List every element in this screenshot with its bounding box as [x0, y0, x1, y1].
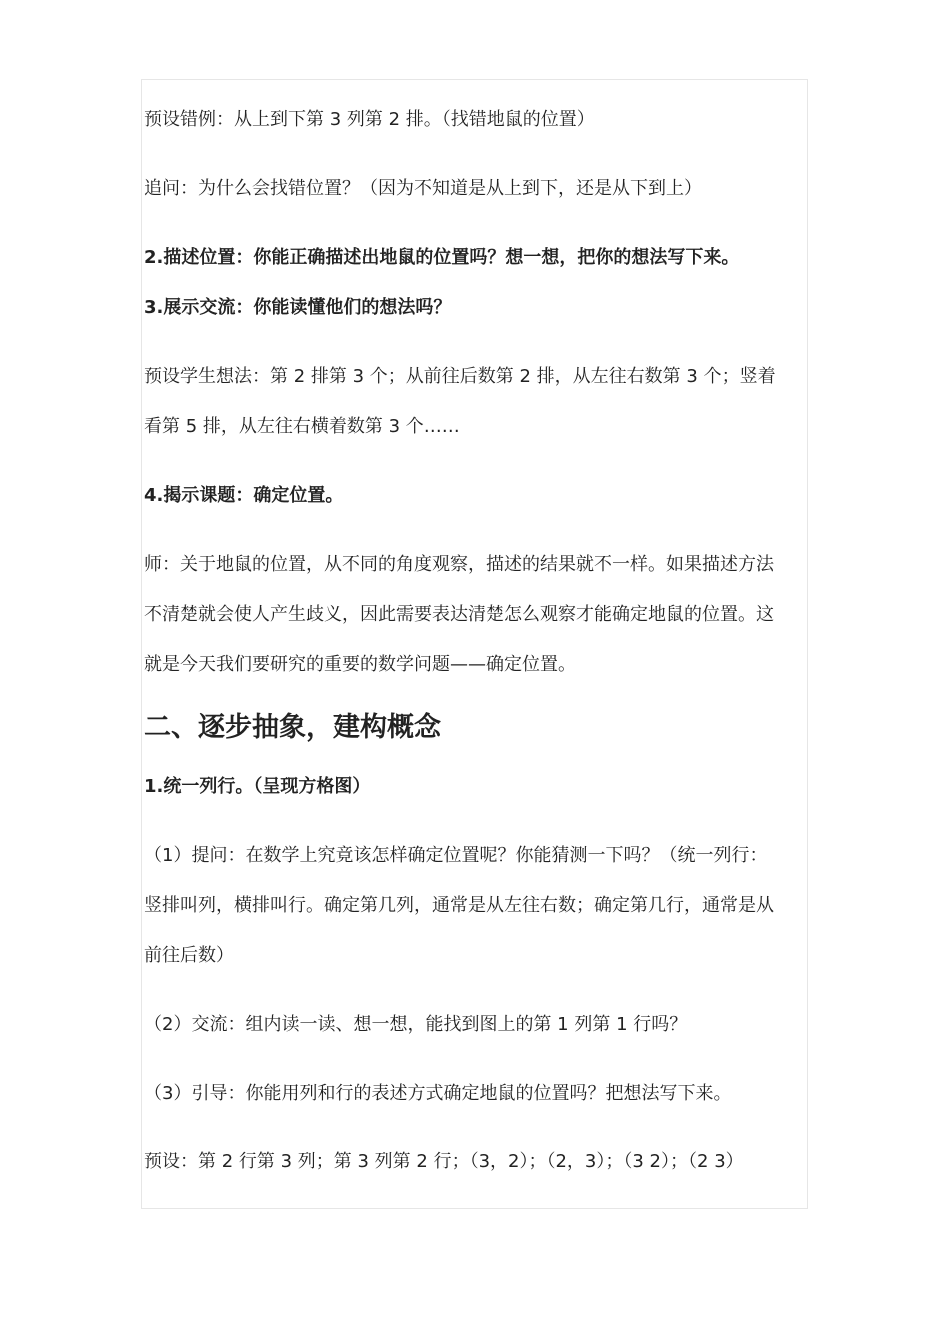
section-unify-columns-rows: 1.统一列行。（呈现方格图） — [144, 776, 371, 797]
paragraph-question-line2: 竖排叫列，横排叫行。确定第几列，通常是从左往右数；确定第几行，通常是从 — [144, 895, 774, 916]
paragraph-student-ideas-line2: 看第 5 排，从左往右横着数第 3 个…… — [144, 416, 460, 437]
section-describe-position: 2.描述位置：你能正确描述出地鼠的位置吗？想一想，把你的想法写下来。 — [144, 247, 740, 268]
paragraph-question-line1: （1）提问：在数学上究竟该怎样确定位置呢？你能猜测一下吗？（统一列行： — [144, 845, 768, 866]
paragraph-teacher-line2: 不清楚就会使人产生歧义，因此需要表达清楚怎么观察才能确定地鼠的位置。这 — [144, 604, 774, 625]
paragraph-preset-answers: 预设：第 2 行第 3 列；第 3 列第 2 行；（3，2）；（2，3）；（3 2）；（2 3） — [144, 1151, 744, 1172]
paragraph-exchange: （2）交流：组内读一读、想一想，能找到图上的第 1 列第 1 行吗？ — [144, 1014, 688, 1035]
paragraph-teacher-line3: 就是今天我们要研究的重要的数学问题——确定位置。 — [144, 654, 576, 675]
paragraph-question-line3: 前往后数） — [144, 945, 234, 966]
paragraph-teacher-line1: 师：关于地鼠的位置，从不同的角度观察，描述的结果就不一样。如果描述方法 — [144, 554, 774, 575]
section-reveal-topic: 4.揭示课题：确定位置。 — [144, 485, 344, 506]
section-show-exchange: 3.展示交流：你能读懂他们的想法吗？ — [144, 297, 452, 318]
paragraph-guide: （3）引导：你能用列和行的表述方式确定地鼠的位置吗？把想法写下来。 — [144, 1083, 732, 1104]
paragraph-preset-error: 预设错例：从上到下第 3 列第 2 排。（找错地鼠的位置） — [144, 109, 595, 130]
paragraph-follow-up: 追问：为什么会找错位置？（因为不知道是从上到下，还是从下到上） — [144, 178, 702, 199]
heading-section-two: 二、逐步抽象，建构概念 — [144, 712, 441, 743]
paragraph-student-ideas-line1: 预设学生想法：第 2 排第 3 个；从前往后数第 2 排，从左往右数第 3 个；竖着 — [144, 366, 776, 387]
